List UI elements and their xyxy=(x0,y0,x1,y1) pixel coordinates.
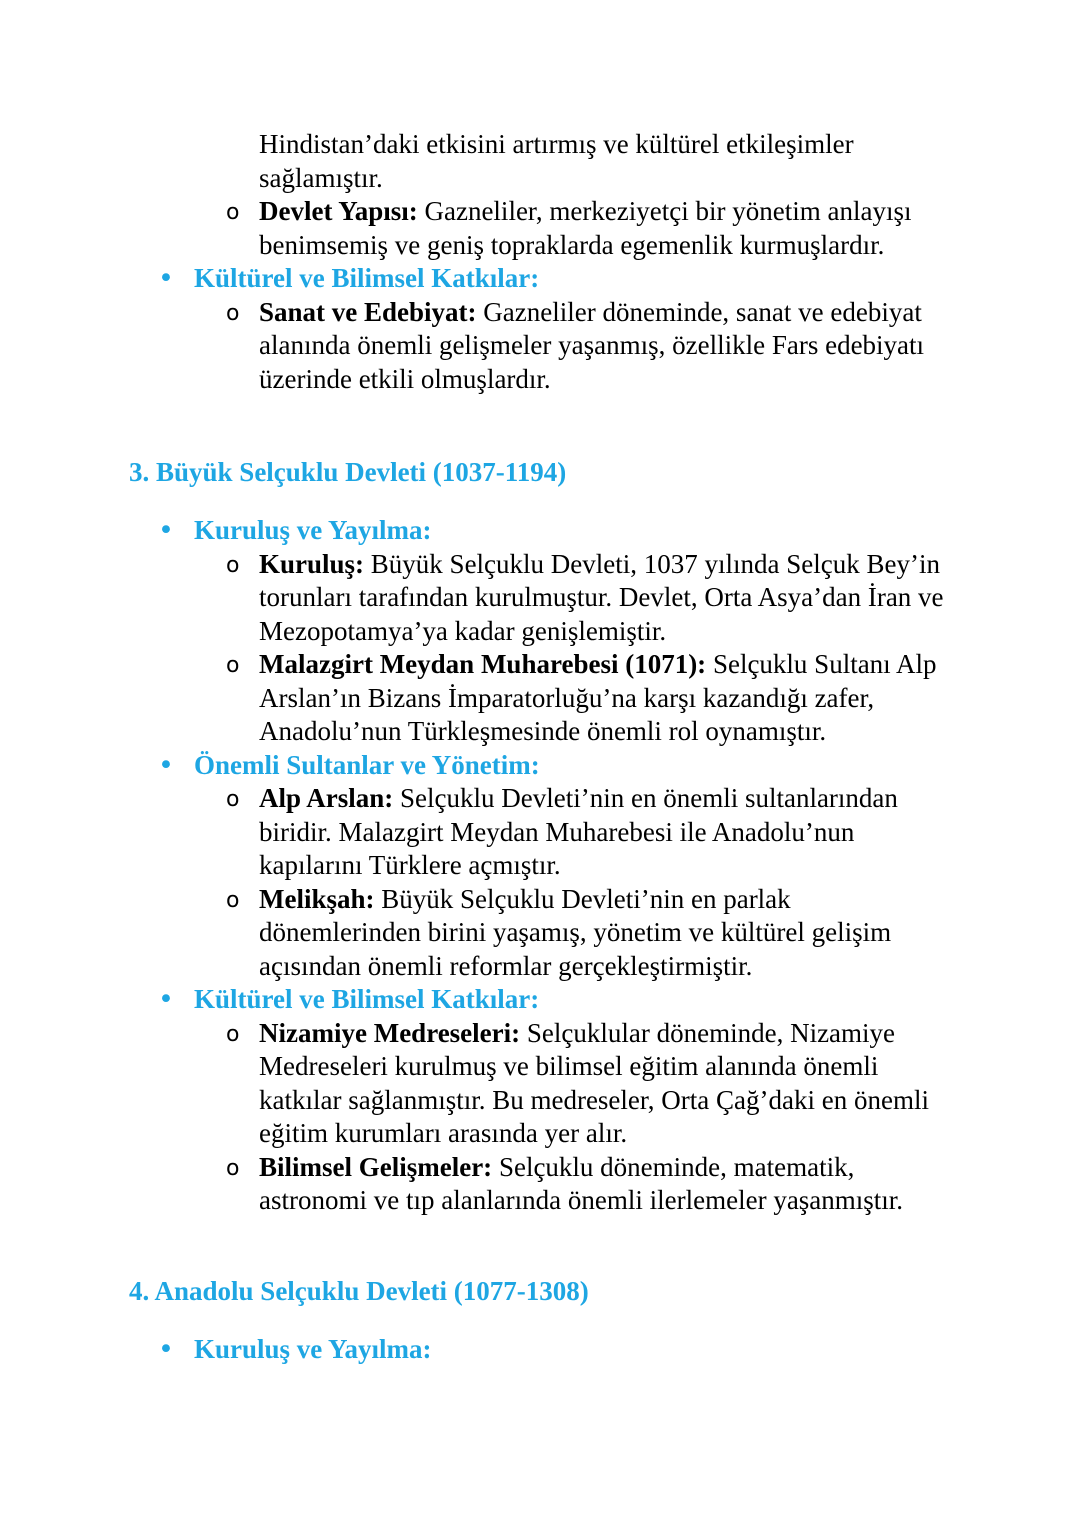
sub-item-text: Selçuklular döneminde, Nizamiye Medreseleri kurulmuş ve bilimsel eğitim alanında önemli katkılar sağlanmıştır. Bu medreseler, Orta Çağ’daki en önemli eğitim kurumları arasında yer alır. xyxy=(259,1017,929,1148)
sub-item-nizamiye xyxy=(0,1017,959,1151)
sub-item-text: Büyük Selçuklu Devleti’nin en parlak dönemlerinden birini yaşamış, yönetim ve kültürel gelişim açısından önemli reformlar gerçekleştirmiştir. xyxy=(259,883,892,981)
sub-bullet-icon: o xyxy=(226,787,240,812)
sub-item-meliksah xyxy=(0,883,959,984)
bullet-icon: • xyxy=(158,984,174,1015)
sub-item-label: Devlet Yapısı: xyxy=(259,196,418,226)
category-onemli-sultanlar xyxy=(0,749,1080,783)
sub-bullet-icon: o xyxy=(226,887,240,913)
bullet-icon: • xyxy=(158,749,174,781)
section-heading-4: 4. Anadolu Selçuklu Devleti (1077-1308) xyxy=(129,1276,589,1306)
sub-item-text: Selçuklu Devleti’nin en önemli sultanlarından biridir. Malazgirt Meydan Muharebesi ile Anadolu’nun kapılarını Türklere açmıştır. xyxy=(259,783,898,880)
category-title: Kültürel ve Bilimsel Katkılar: xyxy=(194,984,540,1014)
sub-item-label: Bilimsel Gelişmeler: xyxy=(259,1151,493,1182)
category-title: Kuruluş ve Yayılma: xyxy=(194,515,432,545)
sub-item-text: Selçuklu döneminde, matematik, astronomi ve tıp alanlarında önemli ilerlemeler yaşanmıştır. xyxy=(259,1151,904,1215)
sub-bullet-icon: o xyxy=(226,200,240,225)
category-kulturel-katkilar xyxy=(0,983,1080,1017)
sub-item-label: Malazgirt Meydan Muharebesi (1071): xyxy=(259,649,707,679)
section-heading-3: 3. Büyük Selçuklu Devleti (1037-1194) xyxy=(129,457,567,487)
section3-block xyxy=(0,514,1080,1218)
continuation-paragraph: Hindistan’daki etkisini artırmış ve kültürel etkileşimler sağlamıştır. xyxy=(259,129,854,193)
sub-item-label: Sanat ve Edebiyat: xyxy=(259,296,477,327)
sub-bullet-icon: o xyxy=(226,300,240,326)
category-kurulus-yayilma xyxy=(0,1333,1080,1367)
sub-item-text: Gazneliler, merkeziyetçi bir yönetim anlayışı benimsemiş ve geniş topraklarda egemenlik kurmuşlardır. xyxy=(259,196,912,260)
category-title: Önemli Sultanlar ve Yönetim: xyxy=(194,749,540,780)
bullet-icon: • xyxy=(158,263,174,294)
bullet-icon: • xyxy=(158,515,174,546)
sub-item-text: Selçuklu Sultanı Alp Arslan’ın Bizans İmparatorluğu’na karşı kazandığı zafer, Anadolu’nun Türkleşmesinde önemli rol oynamıştır. xyxy=(259,649,937,746)
category-title: Kültürel ve Bilimsel Katkılar: xyxy=(194,263,540,293)
sub-bullet-icon: o xyxy=(226,1021,240,1047)
category-kulturel-katkilar xyxy=(0,262,1080,296)
sub-item-bilimsel-gelismeler xyxy=(0,1151,959,1218)
sub-item-devlet-yapisi xyxy=(0,195,959,262)
sub-item-sanat-edebiyat xyxy=(0,296,959,397)
bullet-icon: • xyxy=(158,1334,174,1365)
sub-item-label: Nizamiye Medreseleri: xyxy=(259,1017,521,1048)
sub-item-label: Melikşah: xyxy=(259,883,375,914)
sub-bullet-icon: o xyxy=(226,552,240,578)
intro-block xyxy=(0,128,1080,396)
sub-item-label: Alp Arslan: xyxy=(259,783,394,813)
sub-item-malazgirt xyxy=(0,648,959,749)
sub-item-kurulus xyxy=(0,548,959,649)
sub-bullet-icon: o xyxy=(226,1155,240,1181)
section4-block xyxy=(0,1333,1080,1367)
sub-bullet-icon: o xyxy=(226,653,240,678)
sub-item-text: Gazneliler döneminde, sanat ve edebiyat alanında önemli gelişmeler yaşanmış, özellikle Fars edebiyatı üzerinde etkili olmuşlardır. xyxy=(259,296,925,394)
sub-item-label: Kuruluş: xyxy=(259,548,365,579)
sub-item-text: Büyük Selçuklu Devleti, 1037 yılında Selçuk Bey’in torunları tarafından kurulmuştur. Devlet, Orta Asya’dan İran ve Mezopotamya’ya kadar genişlemiştir. xyxy=(259,548,944,646)
sub-item-alp-arslan xyxy=(0,782,959,883)
category-title: Kuruluş ve Yayılma: xyxy=(194,1334,432,1364)
category-kurulus-yayilma xyxy=(0,514,1080,548)
